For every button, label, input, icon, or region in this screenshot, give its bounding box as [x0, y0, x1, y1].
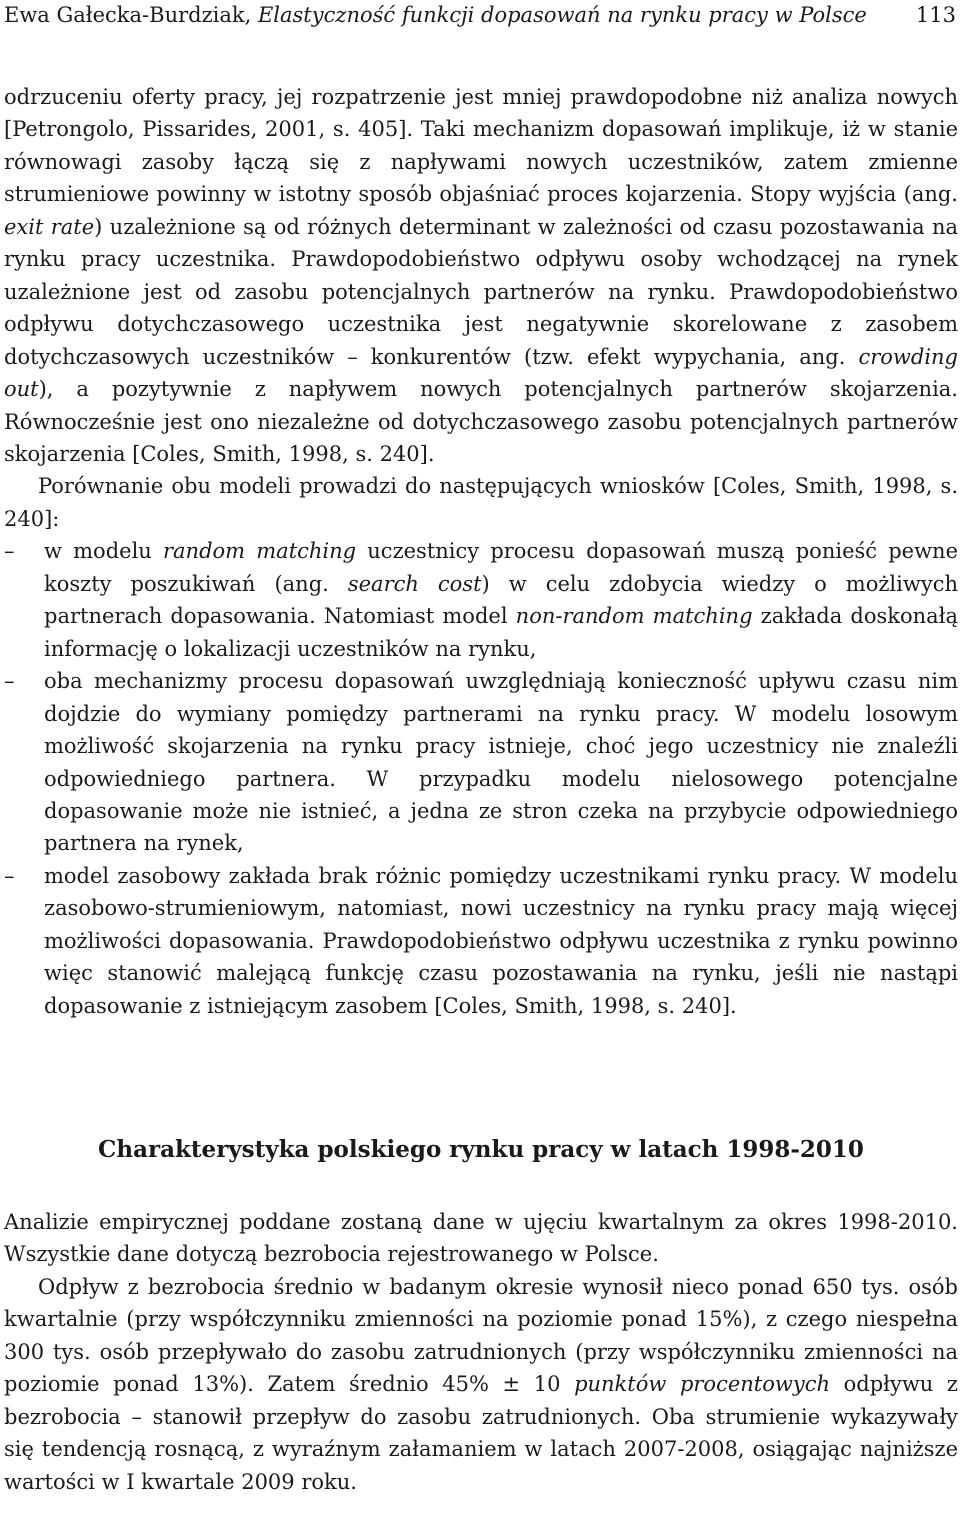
list-dash: – [4, 863, 15, 888]
list-item-1-text-b: uczestnicy procesu dopasowań muszą ponieść pewne koszty poszukiwań (ang. [44, 539, 959, 596]
section-heading: Charakterystyka polskiego rynku pracy w latach 1998-2010 [98, 1136, 864, 1163]
paragraph-1-text-b: ) uzależnione są od różnych determinant w zależności od czasu pozostawania na rynku pracy uczestnika. Prawdopodobieństwo odpływu osoby wchodzącej na rynek uzależnione jest od zasobu potencjalnych partnerów na rynku. Prawdopodobieństwo odpływu dotychczasowego uczestnika jest negatywnie skorelowane z zasobem dotychczasowych uczestników – konkurentów (tzw. efekt wypychania, ang. [4, 214, 958, 369]
list-item-1-term-search-cost: search cost [347, 571, 482, 596]
section-2-paragraph-2 [4, 1271, 958, 1498]
section-2-paragraph-2-text-a: Odpływ z bezrobocia średnio w badanym okresie wynosił nieco ponad 650 tys. osób kwartalnie (przy współczynniku zmienności na poziomie ponad 15%), z czego niespełna 300 tys. osób przepływało do zasobu zatrudnionych (przy współczynniku zmienności na poziomie ponad 13%). Zatem średnio 45% ± 10 [4, 1274, 958, 1397]
list-item-2 [4, 665, 958, 860]
section-2-paragraph-1: Analizie empirycznej poddane zostaną dane w ujęciu kwartalnym za okres 1998-2010. Wszystkie dane dotyczą bezrobocia rejestrowanego w Polsce. [4, 1210, 958, 1267]
running-head-title: Elastyczność funkcji dopasowań na rynku pracy w Polsce [257, 3, 867, 27]
list-item-1 [4, 535, 958, 665]
list-item-3 [4, 860, 958, 1022]
body-text-section-2 [4, 1206, 958, 1498]
paragraph-2: Porównanie obu modeli prowadzi do następujących wniosków [Coles, Smith, 1998, s. 240]: [4, 474, 958, 531]
list-item-1-text-c: ) w celu zdobycia wiedzy o możliwych partnerach dopasowania. Natomiast model [44, 571, 958, 629]
paragraph-1-text-a: odrzuceniu oferty pracy, jej rozpatrzenie jest mniej prawdopodobne niż analiza nowych [Petrongolo, Pissarides, 2001, s. 405]. Taki mechanizm dopasowań implikuje, iż w stanie równowagi zasoby łączą się z napływami nowych uczestników, zatem zmienne strumieniowe powinny w istotny sposób objaśniać proces kojarzenia. Stopy wyjścia (ang. [4, 85, 958, 207]
list-item-3-text: model zasobowy zakłada brak różnic pomiędzy uczestnikami rynku pracy. W modelu zasobowo-strumieniowym, natomiast, nowi uczestnicy na rynku pracy mają więcej możliwości dopasowania. Prawdopodobieństwo odpływu uczestnika z rynku powinno więc stanowić malejącą funkcję czasu pozostawania na rynku, jeśli nie nastąpi dopasowanie z istniejącym zasobem [Coles, Smith, 1998, s. 240]. [44, 863, 958, 1018]
list-item-2-text: oba mechanizmy procesu dopasowań uwzględniają konieczność upływu czasu nim dojdzie do wymiany pomiędzy partnerami na rynku pracy. W modelu losowym możliwość skojarzenia na rynku pracy istnieje, choć jego uczestnicy nie znaleźli odpowiedniego partnera. W przypadku modelu nielosowego potencjalne dopasowanie może nie istnieć, a jedna ze stron czeka na przybycie odpowiedniego partnera na rynek, [44, 669, 958, 856]
list-item-1-text-d: zakłada doskonałą informację o lokalizacji uczestników na rynku, [44, 604, 959, 661]
paragraph-1 [4, 81, 958, 470]
paragraph-1-term-crowding-out: crowding out [4, 344, 958, 402]
running-head [4, 0, 958, 30]
paragraph-1-term-exit-rate: exit rate [4, 214, 95, 239]
section-2-paragraph-2-term: punktów procentowych [574, 1372, 830, 1397]
paragraph-1-text-c: ), a pozytywnie z napływem nowych potencjalnych partnerów skojarzenia. Równocześnie jest ono niezależne od dotychczasowego zasobu potencjalnych partnerów skojarzenia [Coles, Smith, 1998, s. 240]. [4, 377, 958, 466]
running-head-author-title [4, 0, 867, 30]
page-number: 113 [915, 3, 956, 27]
body-text-section-1 [4, 81, 958, 1022]
list-item-1-term-non-random-matching: non-random matching [515, 604, 753, 629]
list-dash: – [4, 539, 15, 564]
list-item-1-text-a: w modelu [44, 539, 163, 564]
list-item-1-term-random-matching: random matching [163, 539, 357, 564]
section-2-paragraph-2-text-b: odpływu z bezrobocia – stanowił przepływ do zasobu zatrudnionych. Oba strumienie wykazywały się tendencją rosnącą, z wyraźnym załamaniem w latach 2007-2008, osiągając najniższe wartości w I kwartale 2009 roku. [4, 1372, 958, 1494]
list-dash: – [4, 669, 15, 694]
running-head-author: Ewa Gałecka-Burdziak, [4, 3, 252, 27]
